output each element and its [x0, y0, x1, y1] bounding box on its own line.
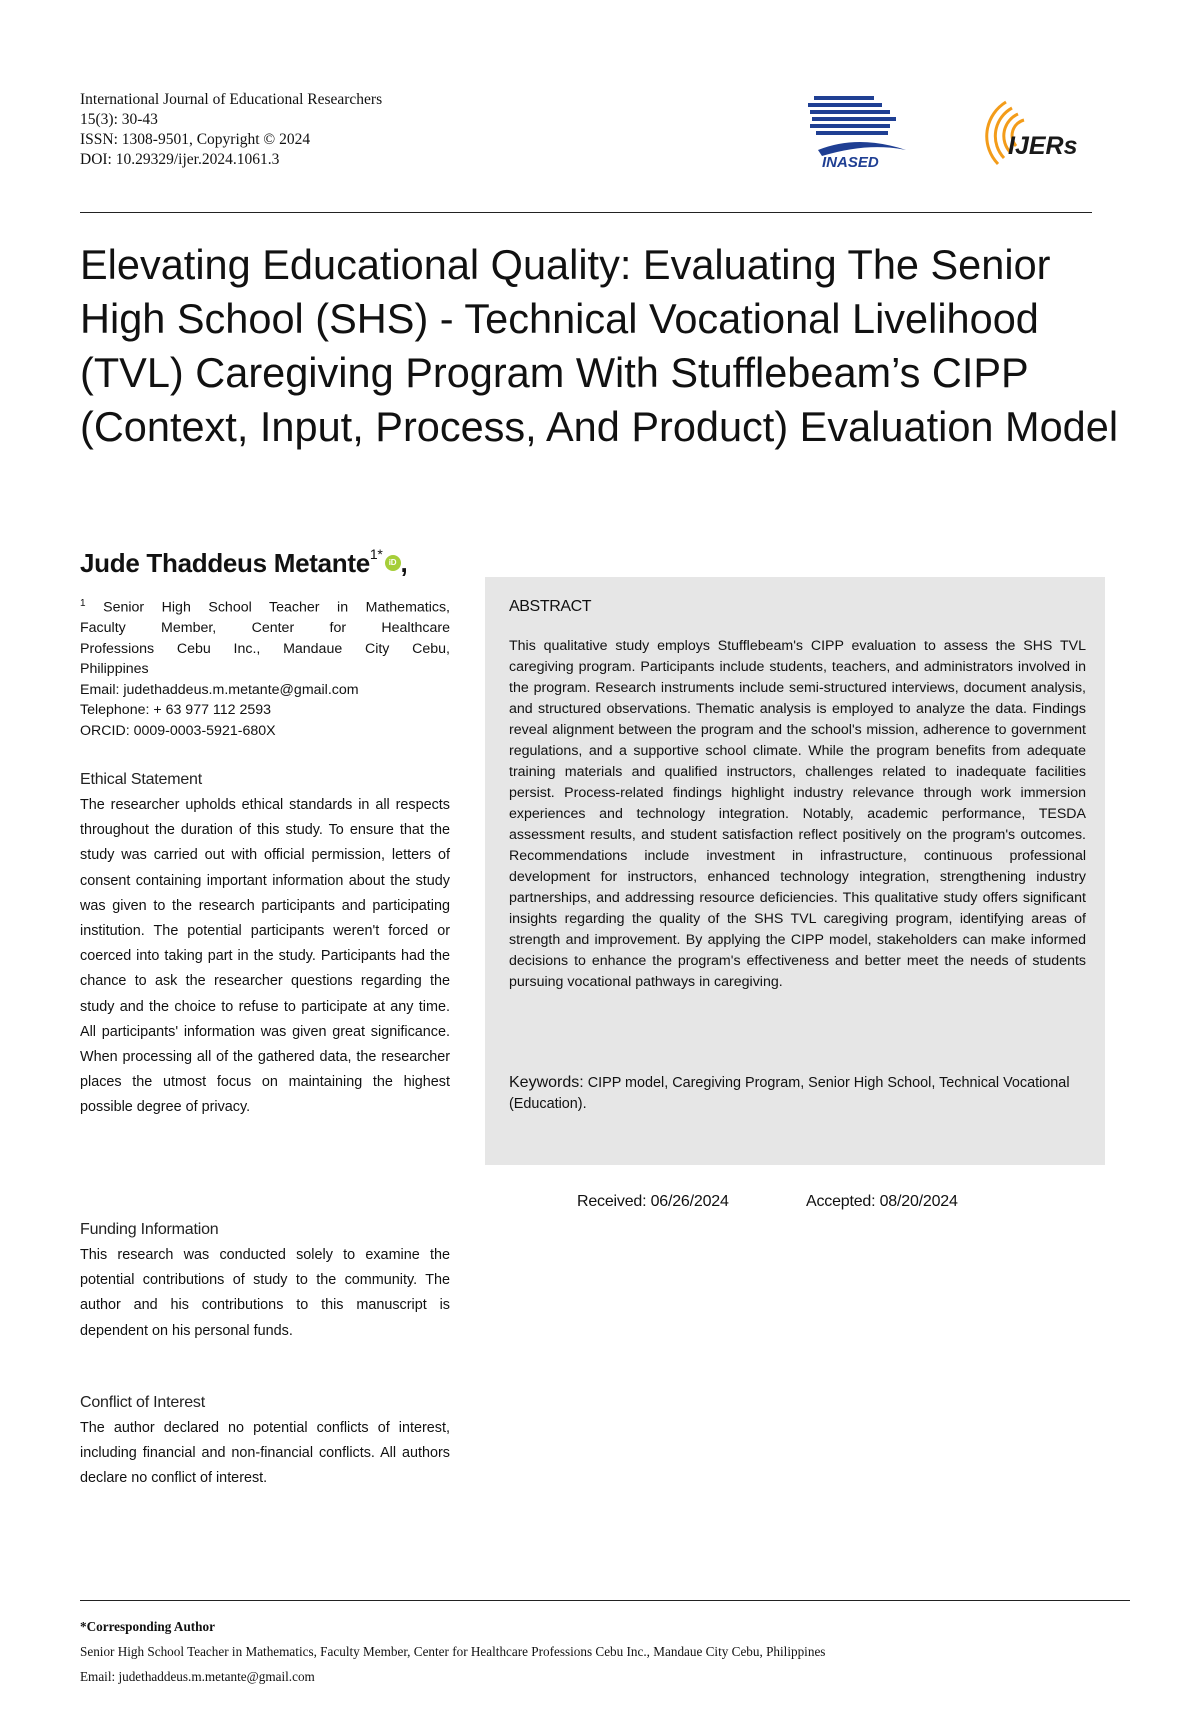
author-superscript: 1* — [369, 546, 383, 562]
keywords-list: CIPP model, Caregiving Program, Senior High School, Technical Vocational (Education). — [509, 1075, 1070, 1112]
affiliation-line-4: Philippines — [80, 661, 149, 678]
svg-text:IJERs: IJERs — [1008, 132, 1078, 160]
author-trailing-comma: , — [400, 548, 408, 578]
funding-heading: Funding Information — [80, 1221, 219, 1238]
journal-doi: DOI: 10.29329/ijer.2024.1061.3 — [80, 151, 280, 168]
inased-logo — [808, 96, 906, 171]
funding-body: This research was conducted solely to examine the potential contributions of study to the community. The author and his contributions to this manuscript is dependent on his personal funds. — [80, 1247, 450, 1339]
ijers-logo — [987, 102, 1078, 164]
conflict-heading: Conflict of Interest — [80, 1394, 205, 1411]
abstract-heading: ABSTRACT — [509, 598, 592, 615]
journal-info — [80, 90, 382, 170]
journal-name: International Journal of Educational Researchers — [80, 91, 383, 108]
orcid-icon[interactable]: iD — [385, 555, 401, 571]
ethical-statement-body: The researcher upholds ethical standards in all respects throughout the duration of this study. To ensure that the study was carried out with official permission, letters of consent containing important information about the study was given to the research participants and participating institution. The potential participants weren't forced or coerced into taking part in the study. Participants had the chance to ask the researcher questions regarding the study and the choice to refuse to participate at any time. All participants' information was given great significance. When processing all of the gathered data, the researcher places the utmost focus on maintaining the highest possible degree of privacy. — [80, 797, 450, 1116]
paper-title: Elevating Educational Quality: Evaluating The Senior High School (SHS) - Technical Vocational Livelihood (TVL) Caregiving Program With Stufflebeam’s CIPP (Context, Input, Process, And Product) Evaluation Model — [80, 241, 1119, 450]
affiliation-line-2: Faculty Member, Center for Healthcare — [80, 620, 450, 637]
author-name: Jude Thaddeus Metante — [80, 548, 370, 578]
footnote-divider — [80, 1600, 1130, 1601]
author-email[interactable]: Email: judethaddeus.m.metante@gmail.com — [80, 681, 359, 698]
footnote-email[interactable]: Email: judethaddeus.m.metante@gmail.com — [80, 1669, 315, 1684]
author-telephone: Telephone: + 63 977 112 2593 — [80, 702, 272, 719]
accepted-date: Accepted: 08/20/2024 — [806, 1193, 958, 1210]
affiliation-number: 1 — [80, 598, 86, 609]
corresponding-author-label: *Corresponding Author — [80, 1619, 215, 1634]
journal-volume: 15(3): 30-43 — [80, 111, 158, 128]
keywords-label: Keywords: — [509, 1074, 584, 1091]
received-date: Received: 06/26/2024 — [577, 1193, 729, 1210]
journal-logos — [808, 92, 1098, 180]
author-line — [80, 548, 407, 579]
conflict-body: The author declared no potential conflicts of interest, including financial and non-financial conflicts. All authors declare no conflict of interest. — [80, 1420, 450, 1487]
footnote-affiliation: Senior High School Teacher in Mathematics, Faculty Member, Center for Healthcare Professions Cebu Inc., Mandaue City Cebu, Philippines — [80, 1644, 826, 1659]
affiliation-line-1: Senior High School Teacher in Mathematics, — [85, 599, 450, 616]
affiliation-line-3: Professions Cebu Inc., Mandaue City Cebu, — [80, 640, 450, 657]
author-affiliation — [80, 594, 450, 741]
journal-issn: ISSN: 1308-9501, Copyright © 2024 — [80, 131, 311, 148]
keywords — [509, 1072, 1086, 1115]
abstract-body: This qualitative study employs Stufflebeam's CIPP evaluation to assess the SHS TVL caregiving program. Participants include students, teachers, and administrators involved in the program. Research instruments include semi-structured interviews, document analysis, and structured observations. Thematic analysis is employed to analyze the data. Findings reveal alignment between the program and the school's mission, adherence to government regulations, and a supportive school climate. While the program benefits from adequate training materials and qualified instructors, challenges related to inadequate facilities persist. Process-related findings highlight industry relevance through work immersion experiences and technology integration. Notably, academic performance, TESDA assessment results, and student satisfaction reflect positively on the program's outcomes. Recommendations include investment in infrastructure, continuous professional development for instructors, enhanced technology integration, strengthening industry partnerships, and addressing resource deficiencies. This qualitative study offers significant insights regarding the quality of the SHS TVL caregiving program, identifying areas of strength and improvement. By applying the CIPP model, stakeholders can make informed decisions to enhance the program's effectiveness and better meet the needs of students pursuing vocational pathways in caregiving. — [509, 638, 1086, 990]
header-divider — [80, 212, 1092, 213]
author-orcid: ORCID: 0009-0003-5921-680X — [80, 722, 276, 739]
ethical-statement-heading: Ethical Statement — [80, 771, 202, 788]
svg-text:INASED: INASED — [822, 154, 879, 171]
